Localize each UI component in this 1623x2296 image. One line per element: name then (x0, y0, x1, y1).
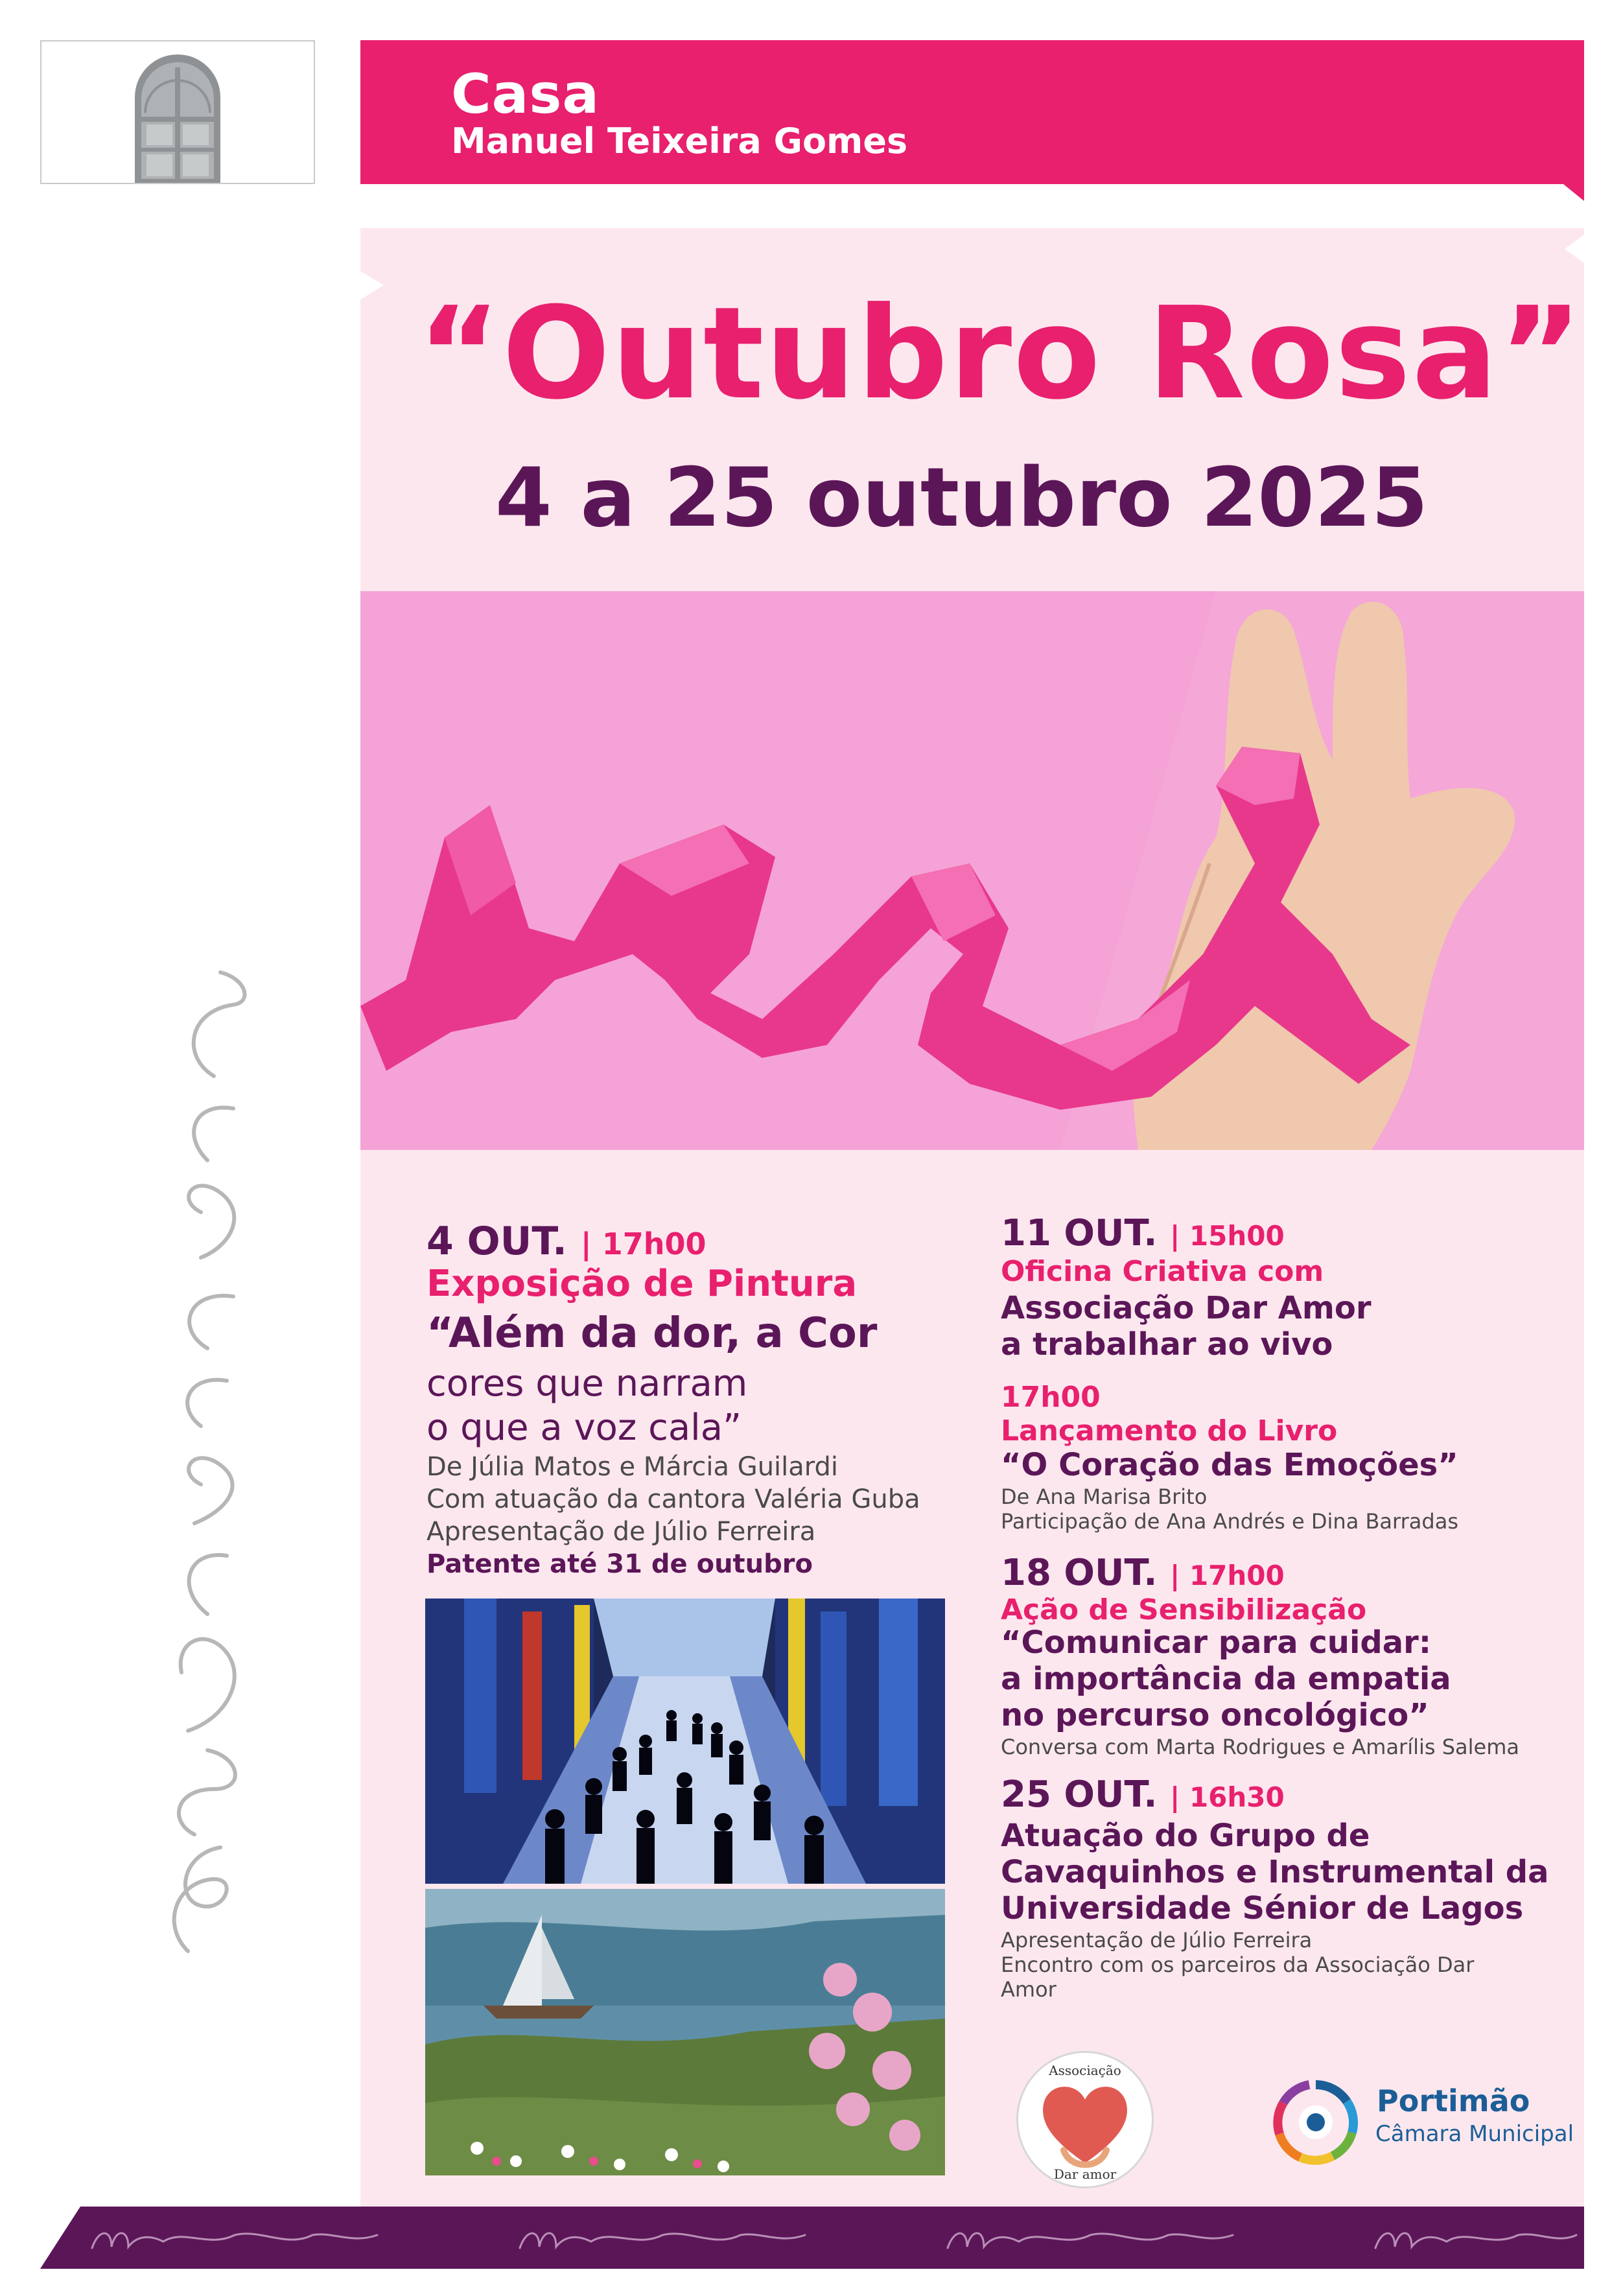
event-11-out-title1: Associação Dar Amor (1001, 1290, 1372, 1326)
dar-amor-top-text: Associação (1049, 2063, 1121, 2078)
arched-window-icon (132, 45, 223, 183)
event-book-category: Lançamento do Livro (1001, 1414, 1338, 1447)
event-book-time: 17h00 (1001, 1381, 1101, 1414)
event-book-title: “O Coração das Emoções” (1001, 1447, 1458, 1483)
painting-city-crowd (425, 1599, 945, 1884)
poster-left-notch (360, 271, 384, 299)
event-11-out-category: Oficina Criativa com (1001, 1255, 1324, 1288)
event-detail1: De Júlia Matos e Márcia Guilardi (426, 1452, 839, 1482)
header-line1: Casa (451, 62, 600, 126)
portimao-name: Portimão (1377, 2083, 1530, 2118)
event-detail4: Patente até 31 de outubro (426, 1549, 813, 1579)
portimao-logo (1270, 2077, 1574, 2168)
event-11-out-date-line (1001, 1212, 1285, 1254)
event-detail3: Apresentação de Júlio Ferreira (426, 1517, 816, 1547)
event-25-out-time: | 16h30 (1169, 1781, 1285, 1813)
event-category: Exposição de Pintura (426, 1263, 858, 1305)
event-title-line3: o que a voz cala” (426, 1407, 742, 1449)
event-title-line2: cores que narram (426, 1363, 748, 1405)
event-25-out-title3: Universidade Sénior de Lagos (1001, 1890, 1524, 1927)
event-time: | 17h00 (580, 1226, 706, 1261)
event-25-out-title2: Cavaquinhos e Instrumental da (1001, 1854, 1549, 1890)
event-25-out-date: 25 OUT. (1001, 1774, 1158, 1816)
poster-title: “Outubro Rosa” (417, 280, 1584, 428)
event-25-out-detail1: Apresentação de Júlio Ferreira (1001, 1928, 1313, 1952)
event-11-out-date: 11 OUT. (1001, 1212, 1158, 1254)
event-25-out-detail2: Encontro com os parceiros da Associação Dar (1001, 1952, 1475, 1977)
event-book-detail2: Participação de Ana Andrés e Dina Barradas (1001, 1509, 1458, 1534)
portimao-sub: Câmara Municipal (1375, 2121, 1574, 2147)
header-notch (1563, 184, 1584, 201)
event-11-out-title2: a trabalhar ao vivo (1001, 1326, 1333, 1363)
footer-band (40, 2207, 1584, 2269)
event-25-out-detail3: Amor (1001, 1977, 1057, 2002)
event-date: 4 OUT. (426, 1219, 567, 1264)
dar-amor-logo (1016, 2051, 1154, 2188)
event-18-out-title3: no percurso oncológico” (1001, 1697, 1429, 1733)
footer-signature-pattern (40, 2216, 1584, 2261)
event-18-out-detail1: Conversa com Marta Rodrigues e Amarílis Salema (1001, 1735, 1519, 1759)
painting-boat-flowers (425, 1889, 945, 2175)
event-18-out-date-line (1001, 1552, 1285, 1594)
poster-dates: 4 a 25 outubro 2025 (495, 450, 1429, 545)
poster-right-notch (1565, 235, 1584, 263)
event-date-line (426, 1219, 706, 1264)
portimao-emblem-icon (1270, 2077, 1361, 2168)
signature-watermark (149, 953, 266, 1964)
event-25-out-date-line (1001, 1774, 1285, 1816)
event-18-out-title2: a importância da empatia (1001, 1661, 1451, 1697)
dar-amor-bottom-text: Dar amor (1053, 2166, 1117, 2182)
pink-ribbon-in-hand-photo (360, 591, 1584, 1150)
event-11-out-time: | 15h00 (1169, 1220, 1285, 1252)
event-18-out-date: 18 OUT. (1001, 1552, 1158, 1594)
event-detail2: Com atuação da cantora Valéria Guba (426, 1484, 920, 1514)
header-band (360, 40, 1584, 184)
event-book-detail1: De Ana Marisa Brito (1001, 1484, 1208, 1509)
event-18-out-category: Ação de Sensibilização (1001, 1593, 1367, 1626)
event-18-out-title1: “Comunicar para cuidar: (1001, 1624, 1432, 1661)
event-title-line1: “Além da dor, a Cor (426, 1309, 878, 1357)
header-line2: Manuel Teixeira Gomes (451, 121, 908, 161)
event-25-out-title1: Atuação do Grupo de (1001, 1818, 1370, 1854)
event-18-out-time: | 17h00 (1169, 1560, 1285, 1591)
casa-logo (40, 40, 315, 184)
